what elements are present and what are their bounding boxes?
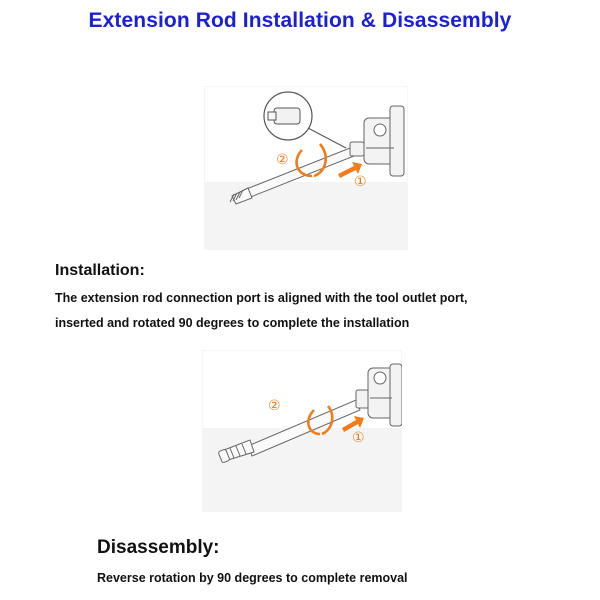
installation-illustration [204,86,408,250]
page-title: Extension Rod Installation & Disassembly [88,9,512,32]
step-1-badge [354,174,367,190]
disassembly-illustration [202,350,402,512]
svg-text:①: ① [352,430,365,446]
disassembly-heading: Disassembly: [97,537,220,558]
installation-heading: Installation: [55,262,145,279]
disassembly-text-line-1: Reverse rotation by 90 degrees to complete removal [97,571,408,585]
installation-text-line-1: The extension rod connection port is aligned with the tool outlet port, [55,291,468,305]
installation-text-line-2: inserted and rotated 90 degrees to complete the installation [55,316,410,330]
svg-text:②: ② [268,398,281,414]
svg-text:②: ② [276,152,289,168]
svg-text:①: ① [354,174,367,190]
step-2-badge [268,398,281,414]
step-2-badge [276,152,289,168]
step-1-badge [352,430,365,446]
